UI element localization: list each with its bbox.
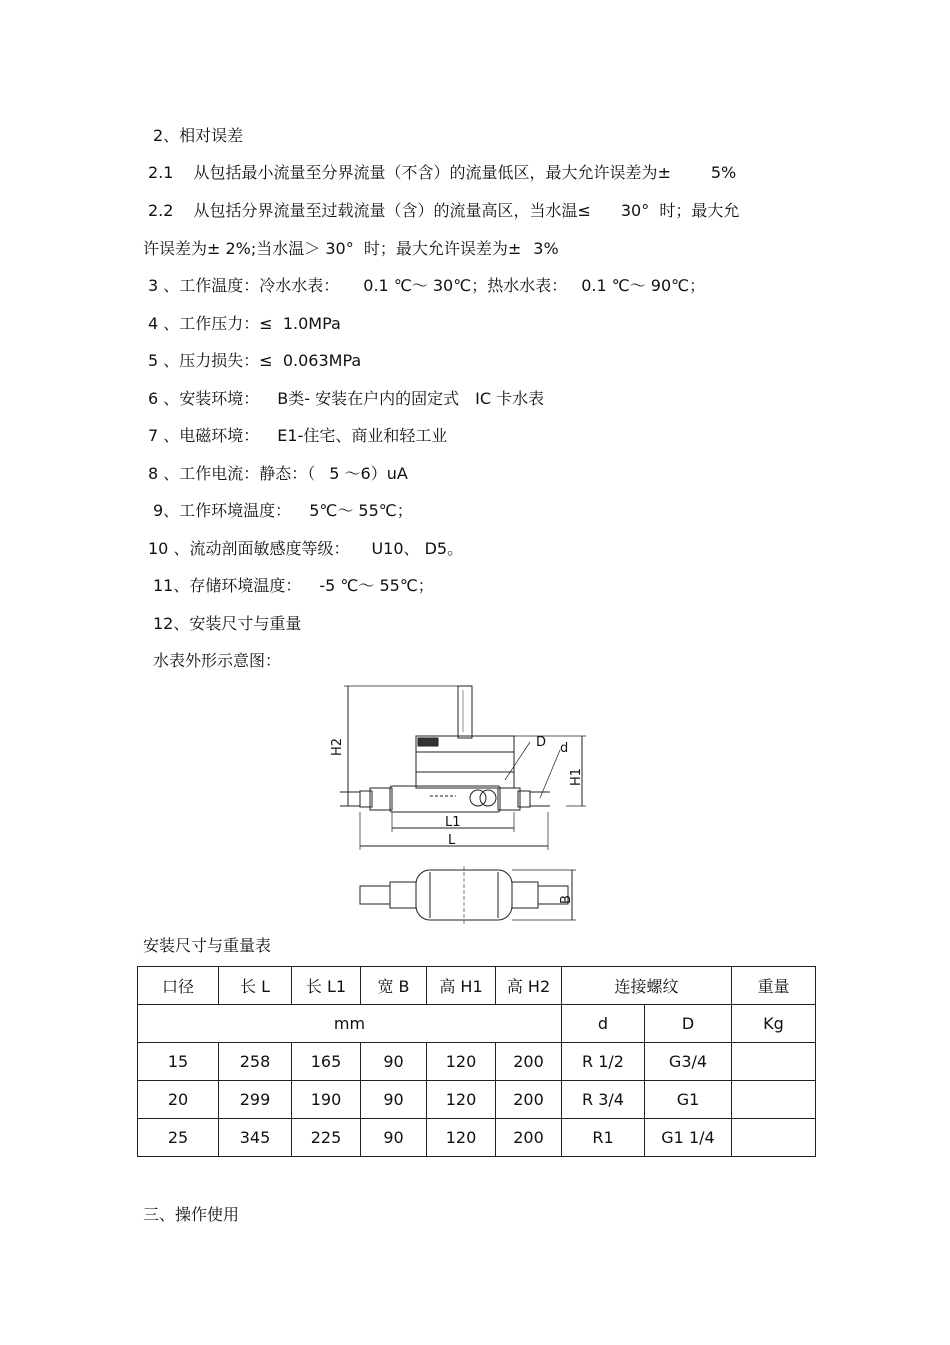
header-cell: 连接螺纹 bbox=[562, 967, 732, 1005]
section-2-heading: 2、相对误差 bbox=[153, 126, 244, 145]
table-cell: 258 bbox=[219, 1043, 292, 1081]
l-label: L bbox=[448, 833, 456, 848]
flow-profile-sensitivity-line: 10 、流动剖面敏感度等级： U10、 D5。 bbox=[148, 539, 464, 558]
d-outer-label: D bbox=[536, 735, 547, 750]
electromagnetic-environment-line: 7 、电磁环境： E1-住宅、商业和轻工业 bbox=[148, 426, 448, 445]
header-cell: 口径 bbox=[138, 967, 219, 1005]
table-cell: 120 bbox=[427, 1119, 496, 1157]
table-cell: G1 1/4 bbox=[645, 1119, 732, 1157]
table-units-row bbox=[138, 1005, 816, 1043]
table-header-row bbox=[138, 967, 816, 1005]
header-cell: 高 H2 bbox=[496, 967, 562, 1005]
unit-cell: D bbox=[645, 1005, 732, 1043]
table-cell bbox=[732, 1081, 816, 1119]
table-cell: 190 bbox=[292, 1081, 361, 1119]
table-cell: 200 bbox=[496, 1043, 562, 1081]
error-high-zone-line-1: 2.2 从包括分界流量至过载流量（含）的流量高区，当水温≤ 30° 时；最大允 bbox=[148, 201, 740, 220]
table-cell: 200 bbox=[496, 1119, 562, 1157]
b-label: B bbox=[559, 895, 574, 904]
table-cell: R 3/4 bbox=[562, 1081, 645, 1119]
table-cell: 25 bbox=[138, 1119, 219, 1157]
error-high-zone-line-2: 许误差为± 2%;当水温＞ 30° 时；最大允许误差为± 3% bbox=[143, 239, 559, 258]
working-current-line: 8 、工作电流：静态：（ 5 ～6）uA bbox=[148, 464, 408, 483]
table-cell: 120 bbox=[427, 1043, 496, 1081]
table-cell: G3/4 bbox=[645, 1043, 732, 1081]
table-cell: 90 bbox=[361, 1119, 427, 1157]
l1-label: L1 bbox=[445, 815, 461, 830]
header-cell: 长 L bbox=[219, 967, 292, 1005]
display-mast bbox=[458, 686, 472, 738]
table-cell: 225 bbox=[292, 1119, 361, 1157]
header-cell: 重量 bbox=[732, 967, 816, 1005]
dimension-weight-table bbox=[137, 966, 816, 1157]
table-cell: 90 bbox=[361, 1043, 427, 1081]
unit-cell: mm bbox=[138, 1005, 562, 1043]
table-cell: 165 bbox=[292, 1043, 361, 1081]
table-row bbox=[138, 1119, 816, 1157]
table-cell: R1 bbox=[562, 1119, 645, 1157]
table-cell: G1 bbox=[645, 1081, 732, 1119]
header-cell: 宽 B bbox=[361, 967, 427, 1005]
unit-cell: Kg bbox=[732, 1005, 816, 1043]
table-cell: 15 bbox=[138, 1043, 219, 1081]
installation-dimensions-heading: 12、安装尺寸与重量 bbox=[153, 614, 302, 633]
left-connector bbox=[370, 788, 392, 810]
working-temperature-line: 3 、工作温度：冷水水表： 0.1 ℃～ 30℃；热水水表： 0.1 ℃～ 90℃； bbox=[148, 276, 706, 295]
water-meter-outline-diagram bbox=[330, 680, 590, 930]
pressure-loss-line: 5 、压力损失：≤ 0.063MPa bbox=[148, 351, 362, 370]
table-row bbox=[138, 1081, 816, 1119]
error-low-zone-line: 2.1 从包括最小流量至分界流量（不含）的流量低区，最大允许误差为± 5% bbox=[148, 163, 737, 182]
unit-cell: d bbox=[562, 1005, 645, 1043]
table-cell bbox=[732, 1043, 816, 1081]
table-row bbox=[138, 1043, 816, 1081]
h2-label: H2 bbox=[330, 737, 345, 756]
pipe-body bbox=[390, 786, 500, 812]
table-cell: 299 bbox=[219, 1081, 292, 1119]
header-cell: 长 L1 bbox=[292, 967, 361, 1005]
header-cell: 高 H1 bbox=[427, 967, 496, 1005]
diagram-heading: 水表外形示意图： bbox=[153, 651, 282, 670]
table-cell: 20 bbox=[138, 1081, 219, 1119]
section-3-heading: 三、操作使用 bbox=[143, 1205, 240, 1224]
storage-temperature-line: 11、存储环境温度： -5 ℃～ 55℃； bbox=[153, 576, 434, 595]
table-caption: 安装尺寸与重量表 bbox=[143, 936, 272, 955]
table-cell bbox=[732, 1119, 816, 1157]
table-cell: 200 bbox=[496, 1081, 562, 1119]
ambient-temperature-line: 9、工作环境温度： 5℃～ 55℃； bbox=[153, 501, 413, 520]
right-connector bbox=[498, 788, 520, 810]
d-inner-label: d bbox=[560, 741, 569, 756]
h1-label: H1 bbox=[569, 767, 584, 786]
table-cell: R 1/2 bbox=[562, 1043, 645, 1081]
table-cell: 345 bbox=[219, 1119, 292, 1157]
table-cell: 120 bbox=[427, 1081, 496, 1119]
working-pressure-line: 4 、工作压力：≤ 1.0MPa bbox=[148, 314, 341, 333]
installation-environment-line: 6 、安装环境： B类- 安装在户内的固定式 IC 卡水表 bbox=[148, 389, 545, 408]
table-cell: 90 bbox=[361, 1081, 427, 1119]
